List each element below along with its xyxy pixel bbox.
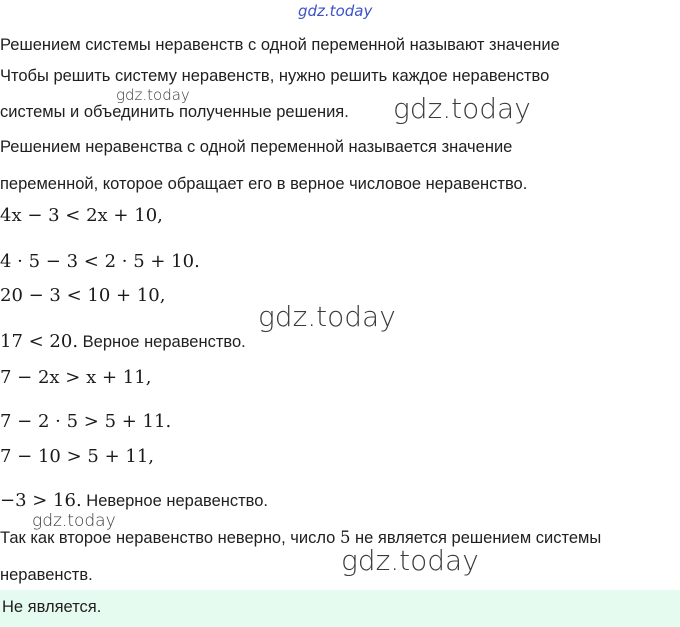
answer-text: Не является. xyxy=(2,598,102,616)
paragraph-line: Чтобы решить систему неравенств, нужно решить каждое неравенство xyxy=(0,67,550,85)
watermark-top: gdz.today xyxy=(298,2,373,20)
inline-number: 5 xyxy=(339,528,351,547)
paragraph-text: Так как второе неравенство неверно, число xyxy=(0,529,336,547)
equation: 7 − 10 > 5 + 11, xyxy=(0,446,155,467)
watermark: gdz.today xyxy=(32,511,116,531)
paragraph-line: Решением неравенства с одной переменной называется значение xyxy=(0,138,513,156)
paragraph-line: системы и объединить полученные решения. xyxy=(0,103,349,121)
paragraph-text: не является решением системы xyxy=(355,529,602,547)
equation: −3 > 16. xyxy=(0,490,82,511)
equation-with-note xyxy=(0,332,246,352)
watermark: gdz.today xyxy=(341,544,479,577)
paragraph-line: Решением системы неравенств с одной переменной называют значение xyxy=(0,36,560,54)
paragraph-line: переменной, которое обращает его в верное числовое неравенство. xyxy=(0,175,528,193)
equation: 7 − 2 · 5 > 5 + 11. xyxy=(0,411,172,432)
equation: 4x − 3 < 2x + 10, xyxy=(0,205,163,226)
watermark: gdz.today xyxy=(258,300,396,333)
equation: 20 − 3 < 10 + 10, xyxy=(0,285,166,306)
equation: 7 − 2x > x + 11, xyxy=(0,367,152,388)
equation: 4 · 5 − 3 < 2 · 5 + 10. xyxy=(0,251,200,272)
equation-with-note xyxy=(0,491,268,511)
equation-note: Верное неравенство. xyxy=(82,333,246,351)
paragraph-line: неравенств. xyxy=(0,566,93,584)
answer-box xyxy=(0,590,680,627)
equation: 17 < 20. xyxy=(0,331,79,352)
paragraph-line xyxy=(0,528,601,548)
watermark: gdz.today xyxy=(116,86,190,104)
equation-note: Неверное неравенство. xyxy=(86,492,269,510)
watermark: gdz.today xyxy=(393,92,531,125)
